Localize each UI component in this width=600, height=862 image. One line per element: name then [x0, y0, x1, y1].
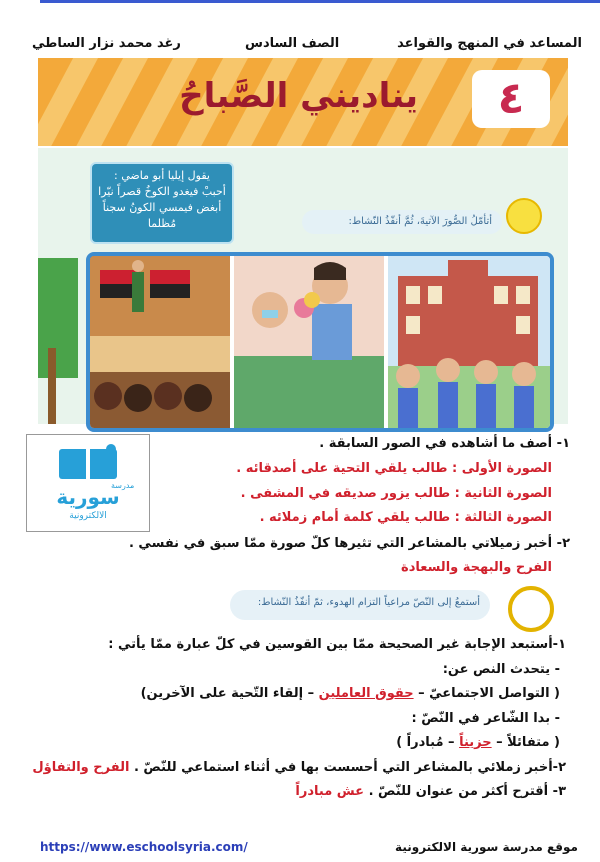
header-author: رغد محمد نزار الساطي: [32, 36, 181, 51]
poem-box: [90, 162, 234, 244]
header-grade: الصف السادس: [245, 36, 340, 51]
lightbulb-icon: [506, 198, 542, 234]
picture-school: [388, 256, 550, 428]
top-decor-line: [40, 0, 600, 3]
poem-line-1: أحببْ فيغدو الكوخُ قصراً نيّرا: [98, 185, 226, 198]
exercise1-answer1: الصورة الأولى : طالب يلقي التحية على أصدقائه .: [236, 461, 552, 476]
logo-book-icon: [51, 443, 125, 483]
footer-url-link[interactable]: https://www.eschoolsyria.com/: [40, 840, 248, 854]
exercise2-answer3: عش مبادراً: [295, 784, 365, 799]
exercise1-question1: ١- أصف ما أشاهده في الصور السابقة .: [319, 436, 570, 451]
header-subject: المساعد في المنهج والقواعد: [397, 36, 582, 51]
exercise2-answer2: الفرح والتفاؤل: [32, 760, 130, 775]
illustration-area: [38, 148, 568, 424]
exercise2-stem1: - يتحدث النص عن:: [442, 662, 560, 677]
exercise2-stem2: - بدا الشّاعر في النّصّ :: [411, 711, 560, 726]
exercise1-answer3: الصورة الثالثة : طالب يلقي كلمة أمام زملائه .: [259, 510, 552, 525]
school-logo: [26, 434, 150, 532]
logo-sub-text: الالكترونية: [69, 511, 107, 521]
poem-intro: يقول إيليا أبو ماضي :: [114, 169, 210, 182]
tree-illustration: [38, 148, 78, 424]
exercise2-question3: ٣- أقترح أكثر من عنوان للنّصّ . عش مبادراً: [295, 784, 566, 799]
activity2-pill: [230, 590, 490, 620]
lesson-number: ٤: [472, 70, 550, 128]
headphones-icon: [508, 586, 554, 632]
exercise2-options1: ( التواصل الاجتماعيّ – حقوق العاملين – إلقاء التّحية على الآخرين): [140, 686, 560, 701]
picture-speech: [90, 256, 230, 428]
pictures-frame: [86, 252, 554, 432]
exercise2-options2: ( متفائلاً – حزيناً – مُبادراً ): [396, 735, 560, 750]
footer-site-name: موقع مدرسة سورية الالكترونية: [395, 840, 578, 854]
activity2-instruction: أستمعُ إلى النّصّ مراعياً التزام الهدوء، ثمّ أنفّذُ النّشاط:: [257, 597, 480, 608]
logo-top-text: مدرسة: [111, 481, 135, 490]
lesson-title: يناديني الصَّباحُ: [179, 76, 418, 116]
exercise2-excluded2: حزيناً: [459, 735, 492, 750]
exercise2-question2: ٢-أخبر زملائي بالمشاعر التي أحسست بها في أثناء استماعي للنّصّ . الفرح والتفاؤل: [32, 760, 566, 775]
exercise2-question1: ١-أستبعد الإجابة غير الصحيحة ممّا بين القوسين في كلّ عبارة ممّا يأتي :: [108, 637, 566, 652]
exercise1-answer2: الصورة الثانية : طالب يزور صديقه في المشفى .: [240, 486, 552, 501]
lesson-banner: [38, 58, 568, 146]
activity1-instruction: أتأمّلُ الصُّورَ الآتيةَ، ثُمَّ أنفّذُ النّشاط:: [302, 210, 502, 234]
exercise2-excluded1: حقوق العاملين: [318, 686, 414, 701]
poem-line-2: أبغض فيمسي الكونُ سجناً مُظلما: [102, 201, 222, 230]
picture-hospital: [234, 256, 384, 428]
exercise1-question2: ٢- أخبر زميلاتي بالمشاعر التي تثيرها كلّ صورة ممّا سبق في نفسي .: [128, 536, 570, 551]
exercise1-answer4: الفرح والبهجة والسعادة: [401, 560, 552, 575]
logo-main-text: سورية: [56, 485, 120, 509]
page-header: [0, 4, 600, 50]
